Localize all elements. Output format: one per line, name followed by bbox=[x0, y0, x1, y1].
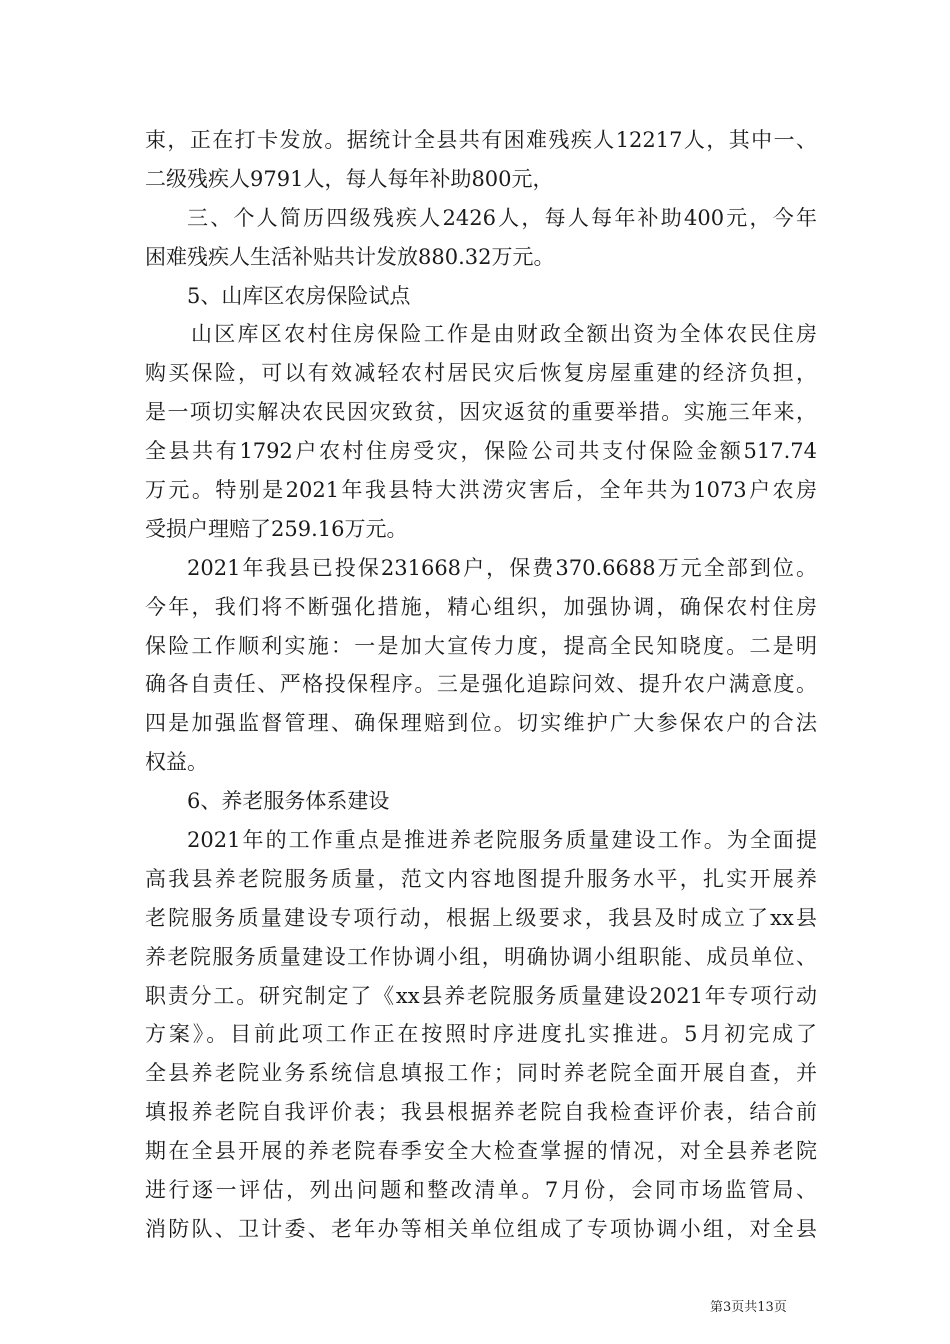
text-line: 填报养老院自我评价表；我县根据养老院自我检查评价表，结合前 bbox=[145, 1100, 817, 1125]
text-line: 受损户理赔了259.16万元。 bbox=[145, 516, 408, 541]
text-line: 权益。 bbox=[145, 750, 208, 775]
text-line: 5、山库区农房保险试点 bbox=[187, 283, 411, 308]
text-line: 今年，我们将不断强化措施，精心组织，加强协调，确保农村住房 bbox=[145, 594, 817, 619]
text-line: 保险工作顺利实施：一是加大宣传力度，提高全民知晓度。二是明 bbox=[145, 633, 817, 658]
text-line: 是一项切实解决农民因灾致贫，因灾返贫的重要举措。实施三年来， bbox=[145, 400, 817, 425]
text-line: 全县共有1792户农村住房受灾，保险公司共支付保险金额517.74 bbox=[145, 439, 817, 464]
text-line: 万元。特别是2021年我县特大洪涝灾害后，全年共为1073户农房 bbox=[145, 478, 817, 503]
text-line: 职责分工。研究制定了《xx县养老院服务质量建设2021年专项行动 bbox=[145, 983, 817, 1008]
text-line: 2021年我县已投保231668户，保费370.6688万元全部到位。 bbox=[187, 555, 817, 580]
text-line: 全县养老院业务系统信息填报工作；同时养老院全面开展自查，并 bbox=[145, 1061, 817, 1086]
text-line: 三、个人简历四级残疾人2426人，每人每年补助400元，今年 bbox=[187, 205, 817, 230]
text-line: 二级残疾人9791人，每人每年补助800元， bbox=[145, 166, 554, 191]
text-line: 方案》。目前此项工作正在按照时序进度扎实推进。5月初完成了 bbox=[145, 1022, 817, 1047]
text-line: 购买保险，可以有效减轻农村居民灾后恢复房屋重建的经济负担， bbox=[145, 361, 817, 386]
text-line: 山区库区农村住房保险工作是由财政全额出资为全体农民住房 bbox=[191, 322, 817, 347]
text-line: 四是加强监督管理、确保理赔到位。切实维护广大参保农户的合法 bbox=[145, 711, 817, 736]
text-line: 2021年的工作重点是推进养老院服务质量建设工作。为全面提 bbox=[187, 828, 817, 853]
page-number-footer: 第3页共13页 bbox=[710, 1300, 787, 1315]
document-body bbox=[145, 121, 817, 1249]
text-line: 老院服务质量建设专项行动，根据上级要求，我县及时成立了xx县 bbox=[145, 905, 817, 930]
text-line: 消防队、卫计委、老年办等相关单位组成了专项协调小组，对全县 bbox=[145, 1216, 817, 1241]
text-line: 6、养老服务体系建设 bbox=[187, 789, 390, 814]
text-line: 束，正在打卡发放。据统计全县共有困难残疾人12217人，其中一、 bbox=[145, 128, 817, 152]
text-line: 高我县养老院服务质量，范文内容地图提升服务水平，扎实开展养 bbox=[145, 866, 817, 891]
text-line: 期在全县开展的养老院春季安全大检查掌握的情况，对全县养老院 bbox=[145, 1139, 817, 1164]
text-line: 困难残疾人生活补贴共计发放880.32万元。 bbox=[145, 244, 555, 269]
text-line: 确各自责任、严格投保程序。三是强化追踪问效、提升农户满意度。 bbox=[145, 672, 817, 697]
text-line: 进行逐一评估，列出问题和整改清单。7月份，会同市场监管局、 bbox=[145, 1178, 817, 1203]
text-line: 养老院服务质量建设工作协调小组，明确协调小组职能、成员单位、 bbox=[145, 944, 817, 969]
